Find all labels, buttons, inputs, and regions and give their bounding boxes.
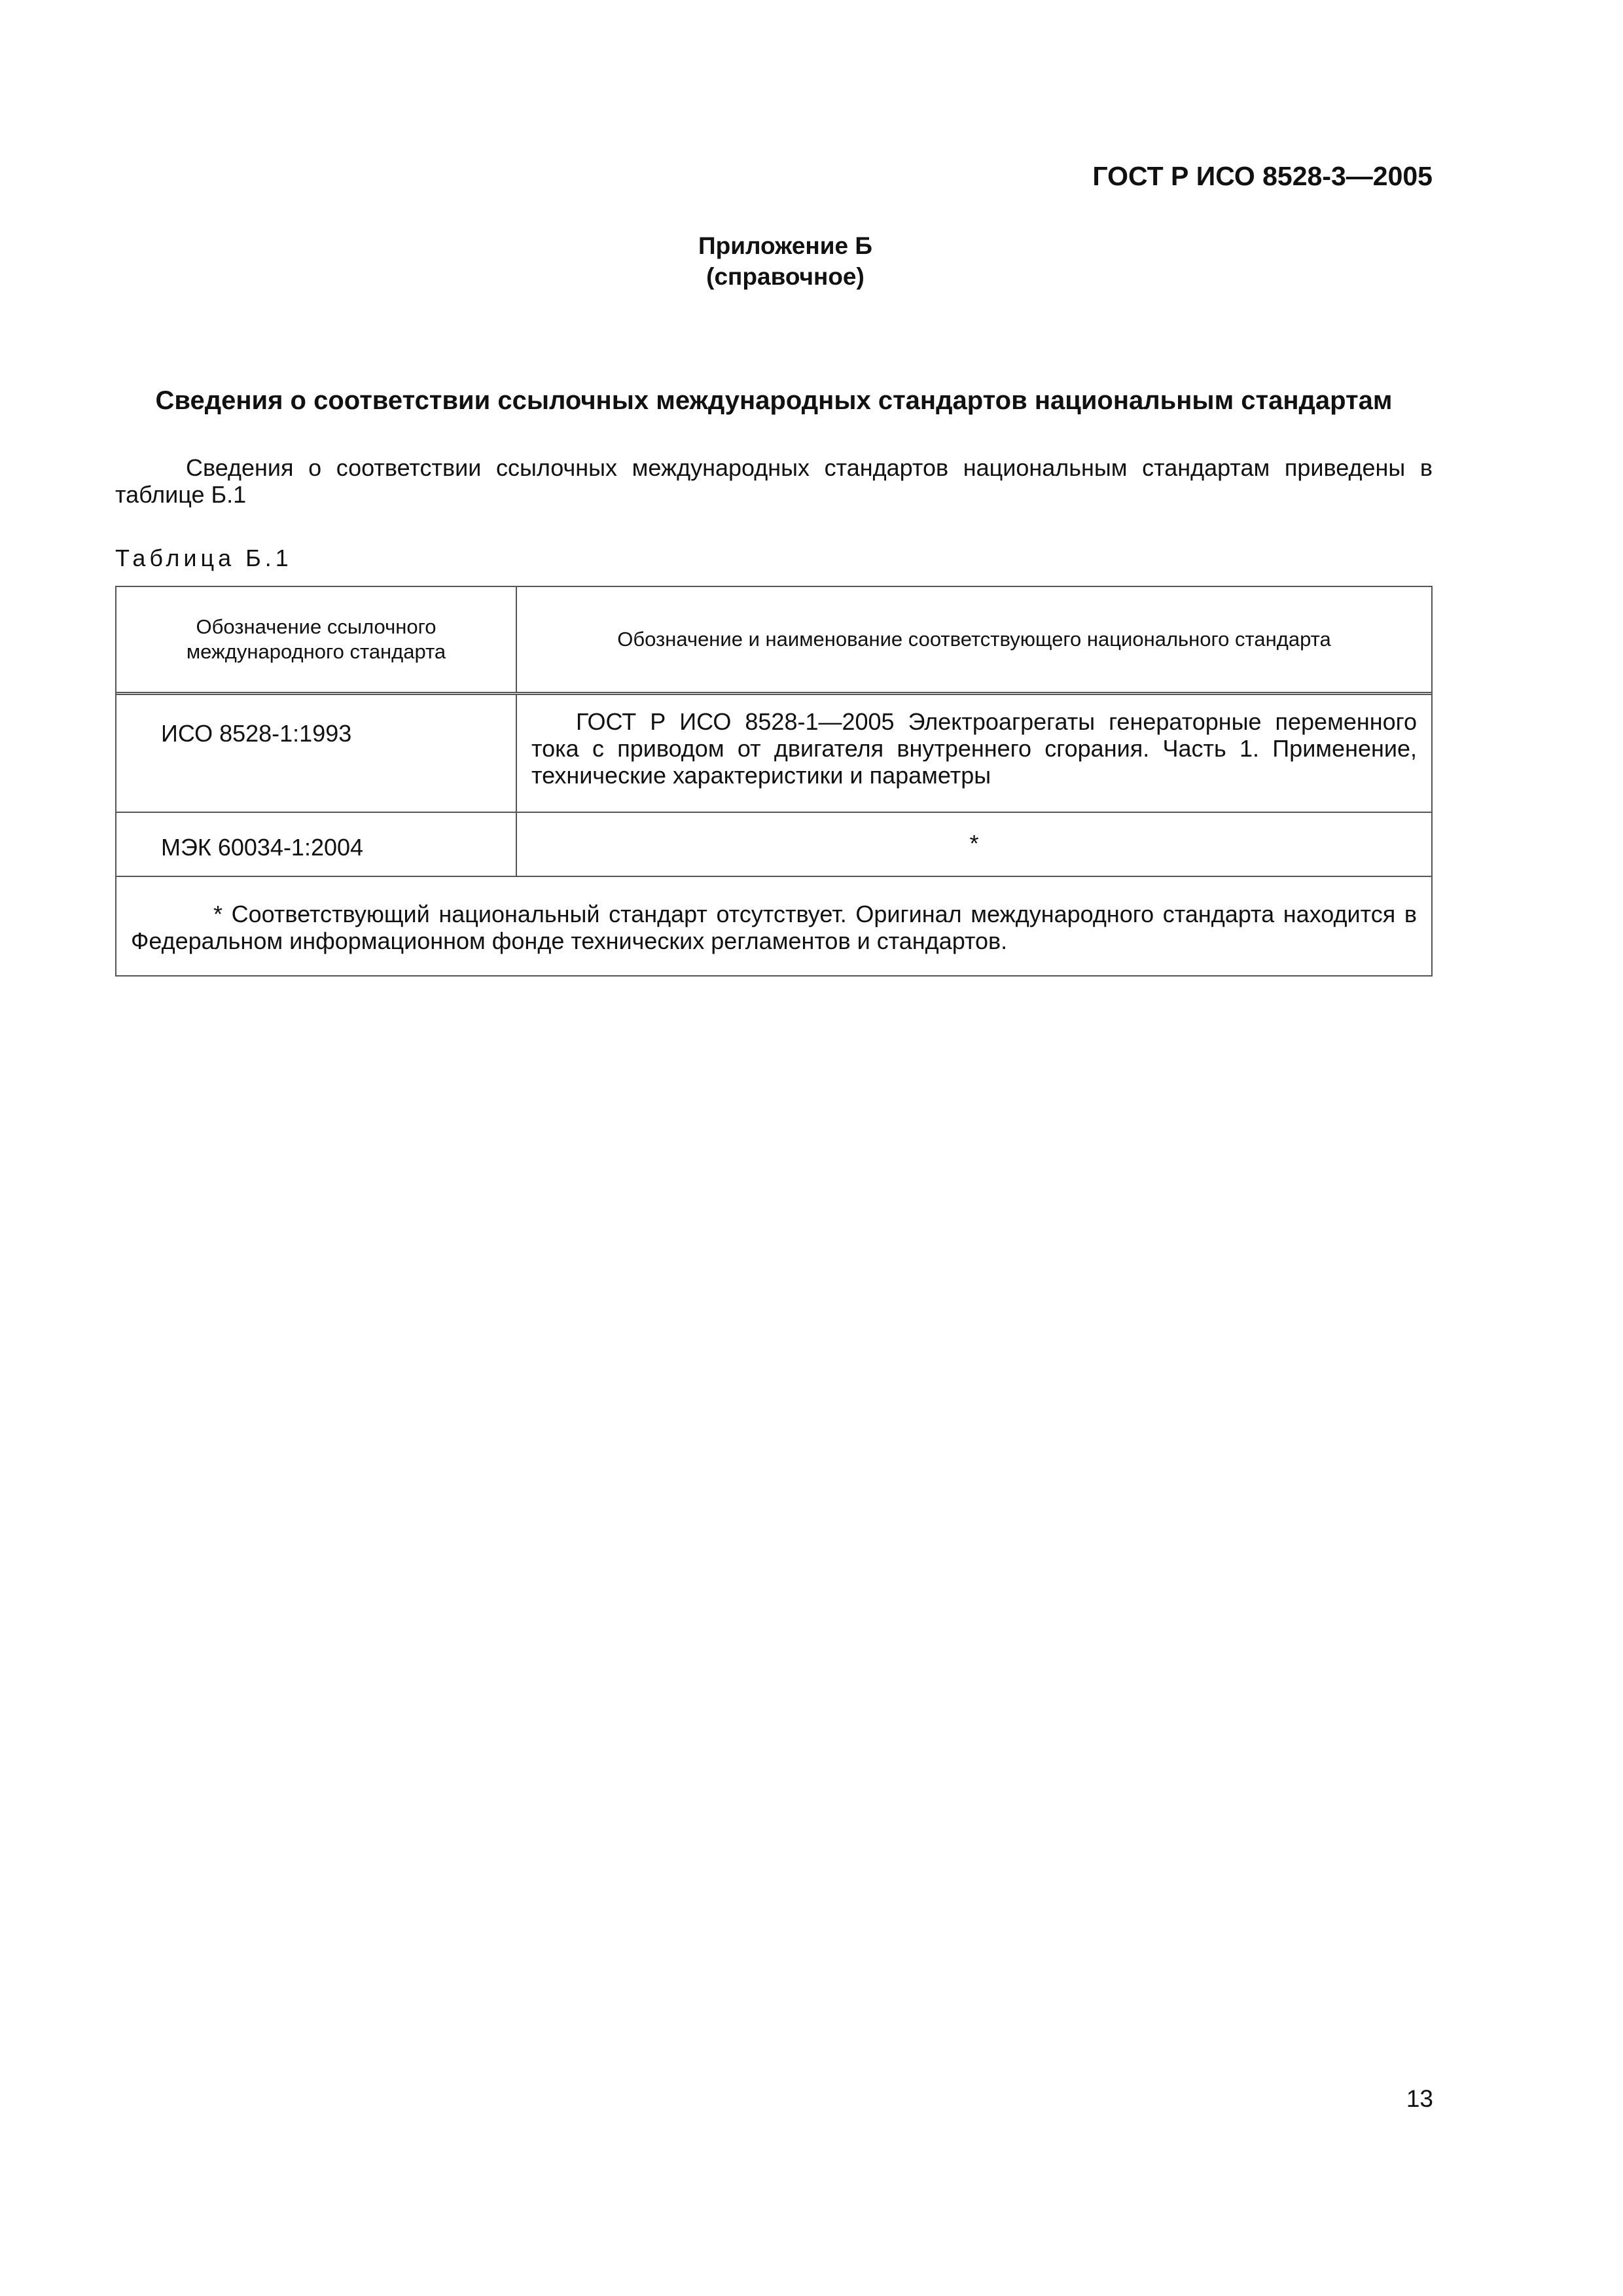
table-footnote: * Соответствующий национальный стандарт отсутствует. Оригинал международного стандарта находится в Федеральном информационном фонде технических регламентов и стандартов. <box>131 901 1417 954</box>
table-header-row <box>116 587 1431 695</box>
table-note-row <box>116 877 1431 975</box>
appendix-subtitle: (справочное) <box>706 263 865 290</box>
page-number: 13 <box>1406 2085 1433 2112</box>
table-row <box>116 813 1431 877</box>
table-cell-national: ГОСТ Р ИСО 8528-1—2005 Электроагрегаты генераторные переменного тока с приводом от двигателя внутреннего сгорания. Часть 1. Применение, технические характеристики и параметры <box>531 708 1417 789</box>
document-designation: ГОСТ Р ИСО 8528-3—2005 <box>1092 161 1433 191</box>
table-cell-national: * <box>969 830 979 857</box>
table-label: Таблица Б.1 <box>115 545 293 571</box>
table-cell-reference: МЭК 60034-1:2004 <box>116 813 517 876</box>
correspondence-table <box>115 586 1433 977</box>
appendix-heading <box>0 230 1571 292</box>
table-header-cell: Обозначение ссылочного международного стандарта <box>116 587 517 692</box>
table-header-cell: Обозначение и наименование соответствующего национального стандарта <box>617 628 1331 651</box>
section-title: Сведения о соответствии ссылочных международных стандартов национальным стандартам <box>155 386 1393 415</box>
table-row <box>116 695 1431 813</box>
table-cell-reference: ИСО 8528-1:1993 <box>116 695 517 812</box>
appendix-title: Приложение Б <box>698 232 872 259</box>
intro-paragraph: Сведения о соответствии ссылочных международных стандартов национальным стандартам приведены в таблице Б.1 <box>115 454 1433 508</box>
